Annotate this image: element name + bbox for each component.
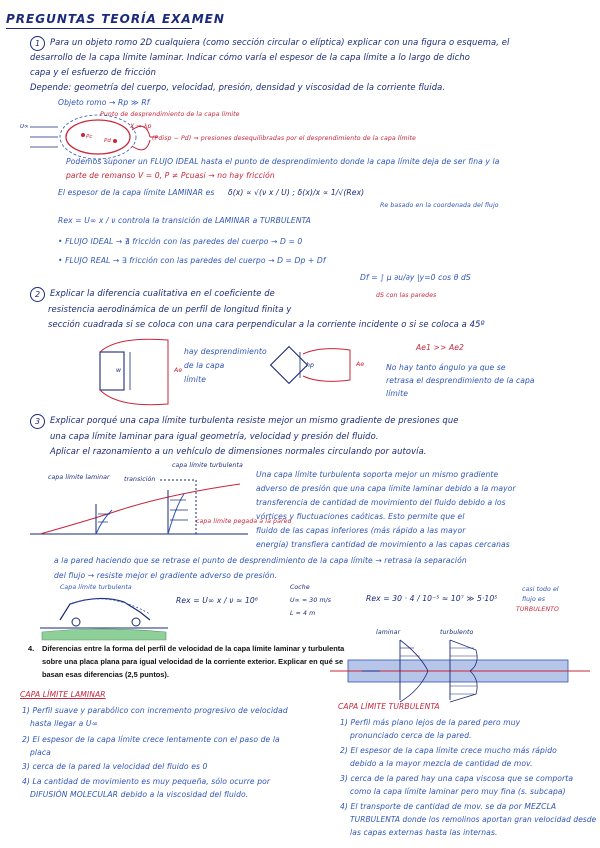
q3-line-1: Explicar porqué una capa límite turbulenta resiste mejor un mismo gradiente de presiones que bbox=[50, 415, 459, 425]
q3-sketch-visc: capa límite pegada a la pared bbox=[196, 518, 292, 525]
q3-re-formula: Rex = U∞ x / ν ≈ 10⁶ bbox=[176, 596, 258, 605]
q4-turb-tag: turbulento bbox=[440, 629, 474, 636]
q4-turb-item-4b: TURBULENTA donde los remolinos aportan gran velocidad desde bbox=[350, 815, 597, 824]
q2-line-3: sección cuadrada si se coloca con una cara perpendicular a la corriente incidente o si se coloca a 45º bbox=[48, 319, 485, 329]
q1-ideal-line: • FLUJO IDEAL → ∄ fricción con las paredes del cuerpo → D = 0 bbox=[58, 237, 303, 246]
q2-left-label-1: hay desprendimiento bbox=[184, 347, 267, 356]
q1-df-formula: Df = ∫ μ ∂u/∂y |y=0 cos θ dS bbox=[360, 273, 471, 282]
page-title: PREGUNTAS TEORÍA EXAMEN bbox=[6, 12, 225, 26]
q4-turb-item-4c: las capas externas hasta las internas. bbox=[350, 828, 498, 837]
q4-laminar-item-4b: DIFUSIÓN MOLECULAR debido a la viscosidad del fluido. bbox=[30, 790, 249, 799]
q3-sketch-lam: capa límite laminar bbox=[48, 474, 110, 481]
q2-ae-right: Ae bbox=[356, 361, 365, 368]
q4-printed-line-3: basan esas diferencias (2,5 puntos). bbox=[42, 670, 169, 679]
q3-re-calc: Rex = 30 · 4 / 10⁻⁵ ≈ 10⁷ ≫ 5·10⁵ bbox=[366, 594, 498, 603]
q3-sketch-trans: transición bbox=[124, 476, 156, 483]
q2-note-2: retrasa el desprendimiento de la capa bbox=[386, 376, 535, 385]
q3-expl-4: vórtices y fluctuaciones caóticas. Esto permite que el bbox=[256, 512, 465, 521]
q4-laminar-item-1: 1) Perfil suave y parabólico con incremento progresivo de velocidad bbox=[22, 706, 288, 715]
q4-number: 4. bbox=[28, 644, 35, 653]
q4-turb-item-1b: pronunciado cerca de la pared. bbox=[350, 731, 472, 740]
q1-thickness-note: Re basado en la coordenada del flujo bbox=[380, 202, 499, 209]
q2-line-2: resistencia aerodinámica de un perfil de longitud finita y bbox=[48, 304, 292, 314]
q4-turb-item-3: 3) cerca de la pared hay una capa viscosa que se comporta bbox=[340, 774, 574, 783]
q4-turb-item-4: 4) El transporte de cantidad de mov. se da por MEZCLA bbox=[340, 802, 557, 811]
q4-laminar-item-4: 4) La cantidad de movimiento es muy pequeña, sólo ocurre por bbox=[22, 777, 271, 786]
q1-separation-label: Punto de desprendimiento de la capa límite bbox=[100, 111, 240, 118]
q2-hp-label: hp bbox=[306, 362, 315, 369]
q3-flow-note-3: TURBULENTO bbox=[516, 606, 560, 613]
q4-turb-item-1: 1) Perfil más plano lejos de la pared pero muy bbox=[340, 718, 521, 727]
q4-laminar-item-3: 3) cerca de la pared la velocidad del fluido es 0 bbox=[22, 762, 208, 771]
q3-vehicle-label: Capa límite turbulenta bbox=[60, 584, 132, 591]
q2-w-label: w bbox=[116, 367, 122, 374]
q4-turb-item-3b: como la capa límite laminar pero muy fina (s. subcapa) bbox=[350, 787, 566, 796]
q3-expl-8: del flujo → resiste mejor el gradiente adverso de presión. bbox=[54, 571, 278, 580]
q1-real-line: • FLUJO REAL → ∃ fricción con las paredes del cuerpo → D = Dp + Df bbox=[58, 256, 326, 265]
question-3-number: 3 bbox=[30, 414, 45, 429]
q3-expl-6: energía) transfiera cantidad de movimiento a las capas cercanas bbox=[256, 540, 510, 549]
q3-coche-1: Coche bbox=[290, 584, 310, 591]
q2-note-1: No hay tanto ángulo ya que se bbox=[386, 363, 506, 372]
q3-expl-1: Una capa límite turbulenta soporta mejor un mismo gradiente bbox=[256, 470, 499, 479]
q3-expl-3: transferencia de cantidad de movimiento del fluido debido a los bbox=[256, 498, 506, 507]
q1-depends: Depende: geometría del cuerpo, velocidad, presión, densidad y viscosidad de la corriente fluida. bbox=[30, 82, 446, 92]
q4-printed-line-2: sobre una placa plana para igual velocidad de la corriente exterior. Explicar en qué se bbox=[42, 657, 344, 666]
q2-compare: Ae1 >> Ae2 bbox=[416, 343, 464, 352]
q2-note-3: límite bbox=[386, 389, 408, 398]
q3-flow-note-1: casi todo el bbox=[522, 586, 559, 593]
q1-a-arrow: (Pdisp − Pd) ⇒ presiones desequilibradas por el desprendimiento de la capa límite bbox=[152, 135, 416, 142]
q3-line-3: Aplicar el razonamiento a un vehículo de dimensiones normales circulando por autovía. bbox=[50, 446, 427, 456]
question-2-number: 2 bbox=[30, 287, 45, 302]
q3-expl-7: a la pared haciendo que se retrase el punto de desprendimiento de la capa límite → retrasa la separación bbox=[54, 556, 467, 565]
q4-printed-line-1: Diferencias entre la forma del perfil de velocidad de la capa límite laminar y turbulenta bbox=[42, 644, 345, 653]
svg-text:Pc: Pc bbox=[86, 134, 93, 140]
q3-line-2: una capa límite laminar para igual geometría, velocidad y presión del fluido. bbox=[50, 431, 379, 441]
q2-left-label-3: límite bbox=[184, 375, 206, 384]
q2-left-label-2: de la capa bbox=[184, 361, 225, 370]
q3-sketch-turb: capa límite turbulenta bbox=[172, 462, 243, 469]
q4-turb-item-2: 2) El espesor de la capa límite crece mucho más rápido bbox=[340, 746, 557, 755]
q4-lam-tag: laminar bbox=[376, 629, 401, 636]
q3-expl-2: adverso de presión que una capa límite laminar debido a la mayor bbox=[256, 484, 516, 493]
q2-line-1: Explicar la diferencia cualitativa en el coeficiente de bbox=[50, 288, 275, 298]
svg-text:Pd: Pd bbox=[104, 138, 111, 144]
q1-prop-line-2: parte de remanso V = 0, P ≠ Pcuasi → no hay fricción bbox=[66, 171, 275, 180]
q1-reynolds-line: Rex = U∞ x / ν controla la transición de LAMINAR a TURBULENTA bbox=[58, 216, 311, 225]
q1-sep-point: X ⇒ λp bbox=[130, 123, 152, 130]
q4-laminar-item-2: 2) El espesor de la capa límite crece lentamente con el paso de la bbox=[22, 735, 280, 744]
q3-coche-2: U∞ ≈ 30 m/s bbox=[290, 597, 332, 604]
q3-coche-3: L ≈ 4 m bbox=[290, 610, 316, 617]
q4-laminar-item-2b: placa bbox=[30, 748, 51, 757]
q3-flow-note-2: flujo es bbox=[522, 596, 546, 603]
q3-expl-5: fluido de las capas inferiores (más rápido a las mayor bbox=[256, 526, 466, 535]
q1-thickness-line: El espesor de la capa límite LAMINAR es bbox=[58, 188, 215, 197]
q1-wall-note: dS con las paredes bbox=[376, 292, 437, 299]
q4-laminar-item-1b: hasta llegar a U∞ bbox=[30, 719, 99, 728]
q2-ae-left: Ae bbox=[174, 367, 183, 374]
q1-line-3: capa y el esfuerzo de fricción bbox=[30, 67, 156, 77]
q1-thickness-formula: δ(x) ∝ √(ν x / U) ; δ(x)/x ∝ 1/√(Rex) bbox=[228, 188, 365, 197]
q4-turb-header: CAPA LÍMITE TURBULENTA bbox=[338, 702, 440, 711]
q1-prop-line-1: Podemos suponer un FLUJO IDEAL hasta el punto de desprendimiento donde la capa límite deja de ser fina y la bbox=[66, 157, 500, 166]
q1-romo-label: Objeto romo → Rp ≫ Rf bbox=[58, 98, 150, 107]
q1-line-1: Para un objeto romo 2D cualquiera (como sección circular o elíptica) explicar con una figura o esquema, el bbox=[50, 37, 510, 47]
q4-turb-item-2b: debido a la mayor mezcla de cantidad de mov. bbox=[350, 759, 533, 768]
q1-line-2: desarrollo de la capa límite laminar. Indicar cómo varía el espesor de la capa límite a lo largo de dicho bbox=[30, 52, 470, 62]
question-1-number: 1 bbox=[30, 36, 45, 51]
svg-text:U∞: U∞ bbox=[20, 124, 29, 130]
q4-laminar-header: CAPA LÍMITE LAMINAR bbox=[20, 690, 106, 699]
